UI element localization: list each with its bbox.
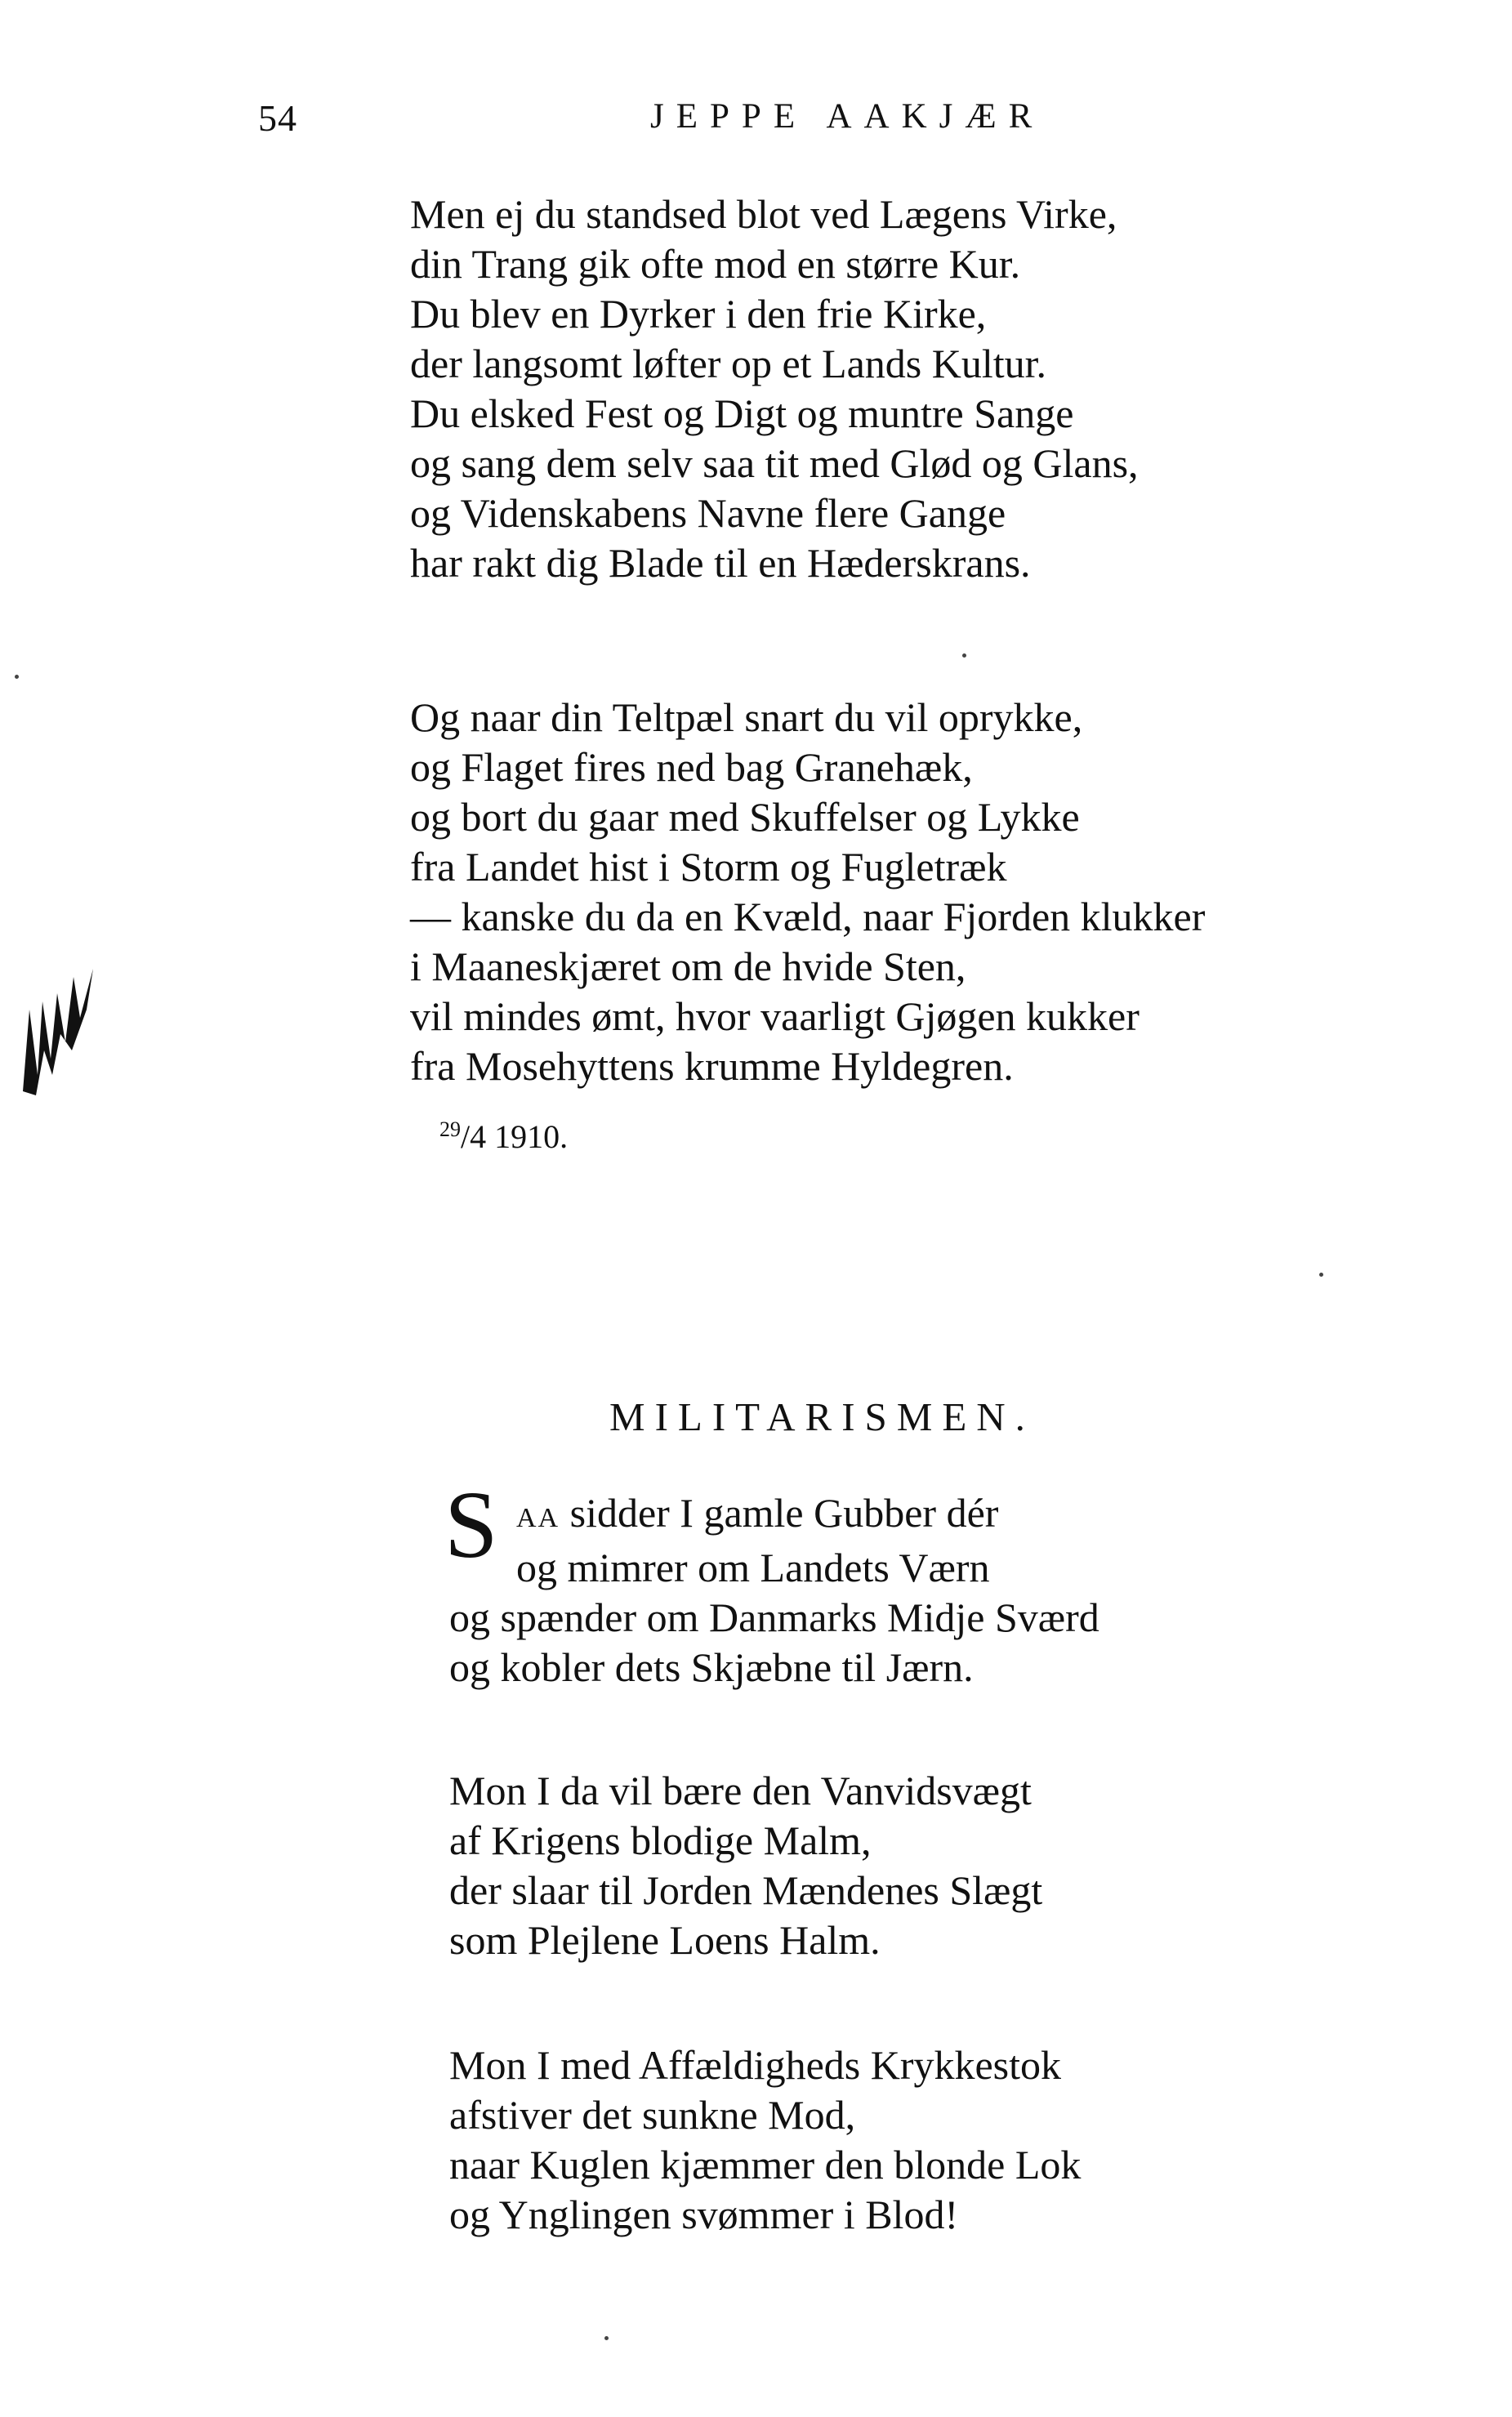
verse-line: Du elsked Fest og Digt og muntre Sange — [410, 390, 1074, 436]
page-number: 54 — [258, 97, 297, 139]
verse-line: Mon I med Affældigheds Krykkestok — [449, 2042, 1062, 2088]
poem1-stanza-2 — [410, 693, 1205, 1091]
verse-line: og Videnskabens Navne flere Gange — [410, 490, 1006, 536]
verse-line: har rakt dig Blade til en Hæderskrans. — [410, 540, 1031, 586]
verse-line: der langsomt løfter op et Lands Kultur. — [410, 341, 1047, 386]
verse-line: og Ynglingen svømmer i Blod! — [449, 2192, 959, 2237]
poem-title: MILITARISMEN. — [609, 1394, 1035, 1439]
poem2-stanza-1 — [449, 1488, 1099, 1692]
poem1-stanza-1 — [410, 190, 1139, 588]
speck — [962, 653, 966, 658]
verse-line: afstiver det sunkne Mod, — [449, 2092, 856, 2138]
verse-line: og Flaget fires ned bag Granehæk, — [410, 744, 973, 790]
verse-line-first — [449, 1488, 1099, 1543]
verse-line: Mon I da vil bære den Vanvidsvægt — [449, 1768, 1032, 1813]
verse-line: og spænder om Danmarks Midje Sværd — [449, 1594, 1099, 1640]
verse-line: fra Landet hist i Storm og Fugletræk — [410, 844, 1007, 890]
verse-line: fra Mosehyttens krumme Hyldegren. — [410, 1043, 1014, 1089]
verse-line: i Maaneskjæret om de hvide Sten, — [410, 943, 966, 989]
date-rest: /4 1910. — [461, 1118, 569, 1155]
verse-line: og kobler dets Skjæbne til Jærn. — [449, 1644, 974, 1690]
date-day: 29 — [439, 1117, 461, 1141]
verse-line: vil mindes ømt, hvor vaarligt Gjøgen kukker — [410, 993, 1140, 1039]
speck — [604, 2336, 609, 2340]
drop-cap: S — [444, 1471, 498, 1578]
poem2-stanza-2 — [449, 1766, 1042, 1965]
verse-line: din Trang gik ofte mod en større Kur. — [410, 241, 1021, 287]
verse-line: og mimrer om Landets Værn — [516, 1545, 990, 1590]
speck — [1319, 1273, 1323, 1277]
verse-line: og bort du gaar med Skuffelser og Lykke — [410, 794, 1080, 840]
poem-date — [439, 1117, 568, 1156]
first-word-small-caps: AA — [516, 1503, 560, 1533]
ink-mark-icon — [15, 961, 105, 1099]
running-head: JEPPE AAKJÆR — [650, 97, 1045, 136]
verse-line: og sang dem selv saa tit med Glød og Glans, — [410, 440, 1139, 486]
verse-line: som Plejlene Loens Halm. — [449, 1917, 881, 1963]
poem2-stanza-3 — [449, 2040, 1081, 2240]
first-line-text: sidder I gamle Gubber dér — [560, 1490, 999, 1536]
verse-line: Du blev en Dyrker i den frie Kirke, — [410, 291, 987, 337]
speck — [15, 675, 19, 679]
verse-line: Men ej du standsed blot ved Lægens Virke, — [410, 191, 1117, 237]
verse-line: af Krigens blodige Malm, — [449, 1817, 872, 1863]
verse-line: der slaar til Jorden Mændenes Slægt — [449, 1867, 1043, 1913]
verse-line: naar Kuglen kjæmmer den blonde Lok — [449, 2142, 1082, 2187]
verse-line: Og naar din Teltpæl snart du vil oprykke, — [410, 694, 1083, 740]
verse-line: — kanske du da en Kvæld, naar Fjorden klukker — [410, 894, 1206, 939]
